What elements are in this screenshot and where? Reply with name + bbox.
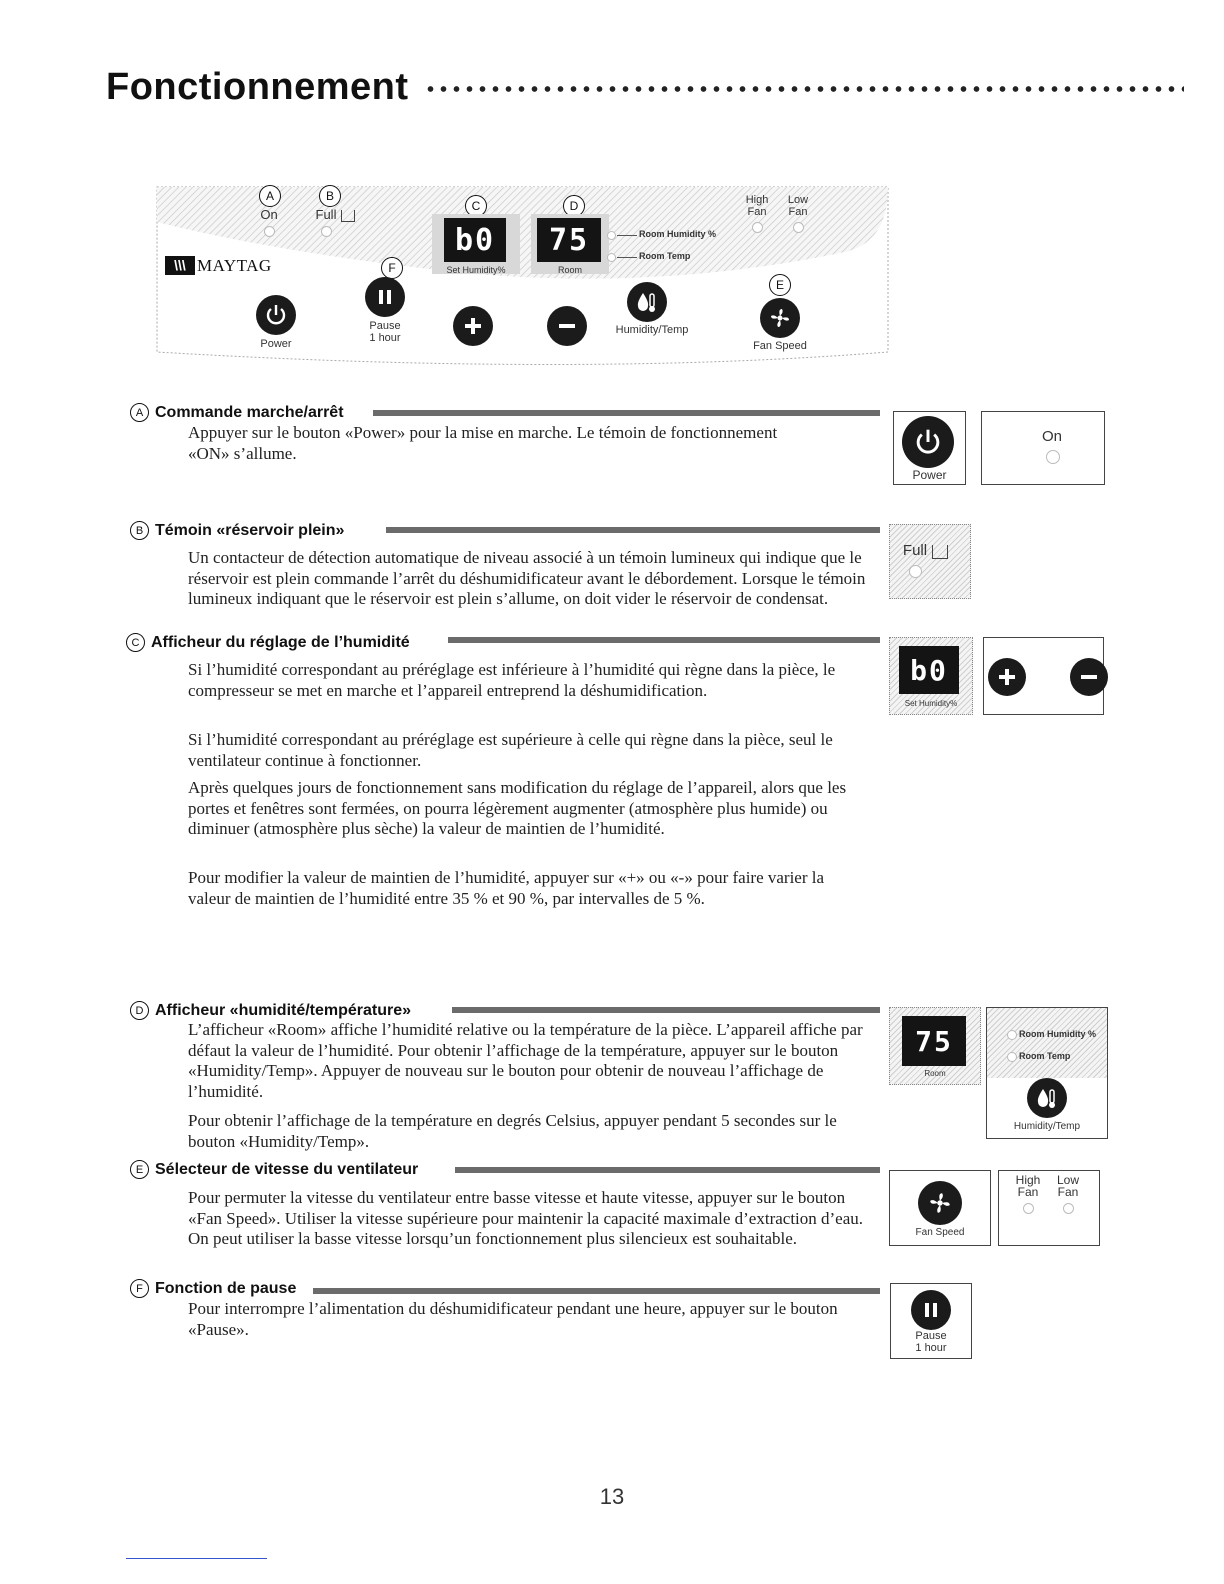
- section-c-title: Afficheur du réglage de l’humidité: [151, 633, 410, 651]
- humidity-temp-label: Humidity/Temp: [615, 324, 689, 336]
- pause-thumbnail: [890, 1283, 972, 1359]
- marker-d: D: [563, 195, 585, 217]
- marker-c: C: [465, 195, 487, 217]
- room-temp-thumb-lamp: [1007, 1052, 1017, 1062]
- section-b-letter: B: [130, 521, 149, 540]
- setting-display-thumbnail: [889, 637, 973, 715]
- room-temp-label: Room Temp: [639, 251, 691, 261]
- pause-icon: [375, 287, 395, 307]
- section-a-rule: [373, 410, 880, 416]
- humidity-temp-thumbnail: [986, 1007, 1108, 1139]
- plus-minus-thumbnail: [983, 637, 1104, 715]
- pause-icon: [921, 1300, 941, 1320]
- high-fan-thumb-label: [1013, 1174, 1043, 1198]
- section-c-text-2: Si l’humidité correspondant au préréglage est supérieure à celle qui règne dans la pièce, seul le ventilateur continue à fonctionner.: [188, 730, 833, 770]
- plus-icon: [463, 316, 483, 336]
- on-indicator-label: On: [260, 207, 278, 222]
- minus-icon: [557, 316, 577, 336]
- droplet-thermometer-icon: [634, 289, 660, 315]
- full-thumb-lamp: [909, 565, 922, 578]
- droplet-thermometer-icon: [1034, 1085, 1060, 1111]
- page-title: Fonctionnement: [106, 66, 409, 108]
- section-e-text: Pour permuter la vitesse du ventilateur entre basse vitesse et haute vitesse, appuyer sur le bouton «Fan Speed». Utiliser la vitesse supérieure pour maintenir la capacité maximale d’extraction d’eau. On peut utiliser la basse vitesse lorsqu’un fonctionnement plus silencieux est souhaitable.: [188, 1188, 864, 1248]
- low-fan-label: [783, 194, 813, 218]
- section-d-text-2: Pour obtenir l’affichage de la température en degrés Celsius, appuyer pendant 5 secondes sur le bouton «Humidity/Temp».: [188, 1111, 837, 1151]
- pause-label-line-2: 1 hour: [369, 332, 401, 344]
- bucket-icon: [932, 545, 948, 559]
- room-humidity-lamp: [607, 231, 616, 240]
- low-fan-line-1: Low: [787, 194, 809, 206]
- pause-thumb-label: [891, 1330, 971, 1354]
- room-label: Room: [557, 265, 582, 275]
- power-thumb-button: [902, 416, 954, 468]
- power-icon: [912, 426, 944, 458]
- humidity-temp-button[interactable]: [627, 282, 667, 322]
- section-f-letter: F: [130, 1279, 149, 1298]
- control-panel: [155, 182, 890, 372]
- marker-e: E: [769, 274, 791, 296]
- section-e-heading: [130, 1160, 418, 1179]
- on-thumbnail: [981, 411, 1105, 485]
- on-thumb-label: On: [1041, 428, 1062, 445]
- high-fan-label: [742, 194, 772, 218]
- high-fan-thumb-line-2: Fan: [1017, 1185, 1039, 1199]
- humidity-temp-thumb-label: Humidity/Temp: [1013, 1121, 1081, 1132]
- pause-label-line-1: Pause: [369, 320, 401, 332]
- high-fan-lamp: [752, 222, 763, 233]
- room-humidity-label: Room Humidity %: [639, 229, 717, 239]
- marker-f: F: [381, 257, 403, 279]
- section-c-heading: [126, 633, 410, 652]
- minus-button[interactable]: [547, 306, 587, 346]
- section-d-text-1: L’afficheur «Room» affiche l’humidité relative ou la température de la pièce. L’appareil affiche par défaut la valeur de l’humidité. Pour obtenir l’affichage de la température, appuyer sur le bouton «Humidity/Temp». Appuyer de nouveau sur le bouton pour obtenir de nouveau l’affichage de l’humidité.: [188, 1020, 863, 1101]
- section-a-text: Appuyer sur le bouton «Power» pour la mise en marche. Le témoin de fonctionnement «ON» s’allume.: [188, 423, 778, 463]
- high-fan-line-2: Fan: [747, 206, 767, 218]
- plus-icon: [997, 667, 1017, 687]
- section-c-text-1: Si l’humidité correspondant au préréglage est inférieure à l’humidité qui règne dans la pièce, le compresseur se met en marche et l’appareil entreprend la déshumidification.: [188, 660, 836, 700]
- fan-lamps-thumbnail: [998, 1170, 1100, 1246]
- room-temp-thumb-label: Room Temp: [1019, 1051, 1071, 1061]
- low-fan-thumb-line-2: Fan: [1057, 1185, 1079, 1199]
- section-b-heading: [130, 521, 344, 540]
- full-thumb-label: Full: [902, 542, 928, 559]
- section-e-letter: E: [130, 1160, 149, 1179]
- section-f-text: Pour interrompre l’alimentation du déshumidificateur pendant une heure, appuyer sur le bouton «Pause».: [188, 1299, 838, 1339]
- plus-thumb-button: [988, 658, 1026, 696]
- fan-speed-button[interactable]: [760, 298, 800, 338]
- section-c-text-4: Pour modifier la valeur de maintien de l’humidité, appuyer sur «+» ou «-» pour faire varier la valeur de maintien de l’humidité entre 35 % et 90 %, par intervalles de 5 %.: [188, 868, 825, 908]
- bucket-icon: [341, 210, 355, 222]
- room-humidity-thumb-label: Room Humidity %: [1019, 1029, 1097, 1039]
- power-label: Power: [260, 338, 292, 350]
- pause-thumb-line-2: 1 hour: [915, 1342, 947, 1354]
- section-d-rule: [452, 1007, 880, 1013]
- brand-name: MAYTAG: [197, 256, 272, 275]
- humidity-temp-thumb-button: [1027, 1078, 1067, 1118]
- fan-speed-thumb-label: Fan Speed: [915, 1227, 965, 1238]
- section-f-heading: [130, 1279, 296, 1298]
- high-fan-line-1: High: [745, 194, 769, 206]
- power-button[interactable]: [256, 295, 296, 335]
- power-thumb-label: Power: [912, 468, 947, 482]
- fan-speed-thumbnail: [889, 1170, 991, 1246]
- page-number: 13: [599, 1484, 625, 1509]
- minus-thumb-button: [1070, 658, 1108, 696]
- fan-speed-thumb-button: [918, 1181, 962, 1225]
- pause-button[interactable]: [365, 277, 405, 317]
- section-f-title: Fonction de pause: [155, 1279, 297, 1297]
- pause-label: [355, 320, 415, 344]
- section-a-heading: [130, 403, 344, 422]
- setting-thumb-display: b0: [899, 646, 959, 694]
- section-d-heading: [130, 1001, 411, 1020]
- room-temp-lamp: [607, 253, 616, 262]
- section-e-title: Sélecteur de vitesse du ventilateur: [155, 1160, 419, 1178]
- room-humidity-leader: [617, 235, 637, 236]
- room-temp-leader: [617, 257, 637, 258]
- footer-rule: [126, 1558, 267, 1559]
- full-indicator-label: Full: [315, 207, 337, 222]
- section-d-title: Afficheur «humidité/température»: [155, 1001, 412, 1019]
- fan-icon: [768, 306, 792, 330]
- room-thumb-display: 75: [902, 1016, 966, 1066]
- pause-thumb-line-1: Pause: [915, 1330, 947, 1342]
- low-fan-thumb-label: [1053, 1174, 1083, 1198]
- section-f-rule: [313, 1288, 880, 1294]
- full-lamp: [321, 226, 332, 237]
- section-b-text: Un contacteur de détection automatique de niveau associé à un témoin lumineux qui indique que le réservoir est plein commande l’arrêt du déshumidificateur avant le débordement. Lorsque le témoin lumineux indiquant que le réservoir est plein s’allume, on doit vider le réservoir de condensat.: [188, 548, 866, 608]
- power-thumbnail: [893, 411, 966, 485]
- set-humidity-label: Set Humidity%: [446, 265, 506, 275]
- maytag-logo-icon: \\\: [165, 256, 195, 275]
- room-thumb-label: Room: [924, 1069, 946, 1078]
- section-c-rule: [448, 637, 880, 643]
- pause-thumb-button: [911, 1290, 951, 1330]
- low-fan-thumb-line-1: Low: [1056, 1173, 1079, 1187]
- humidity-setting-display: b0: [444, 218, 506, 262]
- minus-icon: [1079, 667, 1099, 687]
- marker-a: A: [259, 185, 281, 207]
- section-d-letter: D: [130, 1001, 149, 1020]
- section-a-title: Commande marche/arrêt: [155, 403, 344, 421]
- full-thumbnail: [889, 524, 971, 599]
- setting-thumb-label: Set Humidity%: [904, 699, 958, 708]
- high-fan-thumb-line-1: High: [1015, 1173, 1041, 1187]
- section-a-letter: A: [130, 403, 149, 422]
- section-c-letter: C: [126, 633, 145, 652]
- on-thumb-lamp: [1046, 450, 1060, 464]
- fan-speed-label: Fan Speed: [753, 340, 807, 352]
- section-b-title: Témoin «réservoir plein»: [155, 521, 345, 539]
- plus-button[interactable]: [453, 306, 493, 346]
- power-icon: [263, 302, 289, 328]
- section-b-rule: [386, 527, 880, 533]
- low-fan-lamp: [793, 222, 804, 233]
- marker-b: B: [319, 185, 341, 207]
- section-c-text-3: Après quelques jours de fonctionnement sans modification du réglage de l’appareil, alors que les portes et fenêtres sont fermées, on pourra légèrement augmenter (atmosphère plus humide) ou diminuer (atmosphère plus sèche) la valeur de maintien de l’humidité.: [188, 778, 847, 838]
- on-lamp: [264, 226, 275, 237]
- low-fan-thumb-lamp: [1063, 1203, 1074, 1214]
- low-fan-line-2: Fan: [788, 206, 808, 218]
- title-dot-leader: [424, 84, 1184, 94]
- fan-icon: [927, 1190, 953, 1216]
- section-e-rule: [455, 1167, 880, 1173]
- room-display-thumbnail: [889, 1007, 981, 1085]
- room-humidity-thumb-lamp: [1007, 1030, 1017, 1040]
- room-display: 75: [537, 218, 601, 262]
- high-fan-thumb-lamp: [1023, 1203, 1034, 1214]
- room-lamps-area: [987, 1008, 1107, 1078]
